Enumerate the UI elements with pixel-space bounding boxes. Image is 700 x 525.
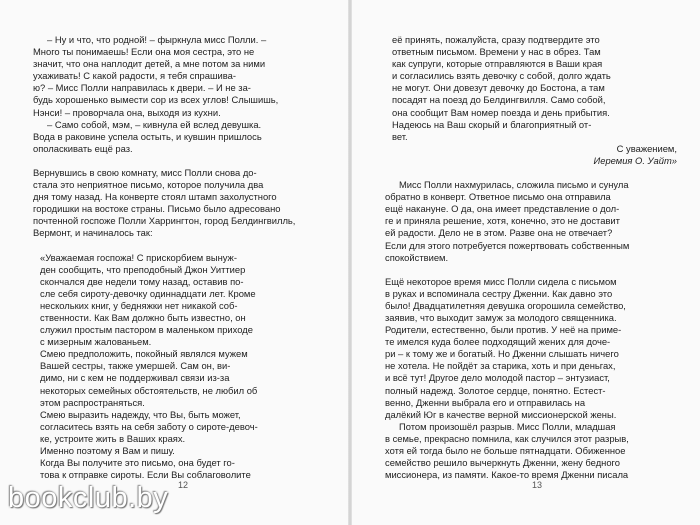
right-page <box>385 34 685 524</box>
letter-closing: С уважением, <box>616 142 677 154</box>
page-number-left: 12 <box>178 480 189 490</box>
text-line: – Само собой, мэм, – кивнула ей вслед девушка. <box>47 118 262 130</box>
text-line: Вернувшись в свою комнату, мисс Полли снова до- <box>33 166 257 178</box>
text-line: ю? – Мисс Полли направилась к двери. – И не за- <box>33 82 251 94</box>
text-line: и всё тут! Другое дело молодой пастор – энтузиаст, <box>385 372 610 384</box>
letter-line: Смею выразить надежду, что Вы, быть может, <box>40 408 241 420</box>
letter-line: ственности. Как Вам должно быть известно, он <box>40 311 246 323</box>
text-line: семейство решило вычеркнуть Дженни, жену бедного <box>385 457 620 469</box>
text-line: городишки на востоке страны. Письмо было адресовано <box>33 203 281 215</box>
left-page <box>33 34 333 524</box>
text-line: стала это неприятное письмо, которое получила два <box>33 179 264 191</box>
text-line: Ещё некоторое время мисс Полли сидела с письмом <box>385 275 617 287</box>
letter-line: Именно поэтому я Вам и пишу. <box>40 445 175 456</box>
book-gutter <box>348 0 352 525</box>
text-line: ухаживать! С какой радости, я тебя спрашива- <box>33 70 236 82</box>
text-line: миссионера, из памяти. Какое-то время Дженни писала <box>385 469 629 481</box>
letter-line: ке, устроите жить в Ваших краях. <box>40 432 186 444</box>
letter-line: «Уважаемая госпожа! С прискорбием вынуж- <box>40 251 237 263</box>
text-line: Потом произошёл разрыв. Мисс Полли, младшая <box>399 420 616 432</box>
letter-line: вет. <box>392 130 408 142</box>
letter-line: ден сообщить, что преподобный Джон Уиттиер <box>40 263 246 275</box>
letter-line: согласитесь взять на себя заботу о сироте-девоч- <box>40 420 258 432</box>
text-line: Много ты понимаешь! Если она моя сестра, это не <box>33 46 255 58</box>
text-line: Если для этого потребуется пожертвовать собственным <box>385 239 630 251</box>
text-line: венно, Дженни выбрала его и отправилась на <box>385 396 586 408</box>
paragraph-gap <box>385 264 685 276</box>
text-line: будь хорошенько вымести сор из всех углов! Слышишь, <box>33 94 279 106</box>
text-line: далёкий Юг в качестве верной миссионерской жены. <box>385 408 617 420</box>
letter-line: некоторых семейных обстоятельств, не любил об <box>40 384 258 396</box>
text-line: в руках и вспоминала сестру Дженни. Как давно это <box>385 287 613 299</box>
watermark-logo: bookclub.by <box>8 482 169 514</box>
letter-line: служил простым пастором в маленьком приходе <box>40 324 253 336</box>
text-line: ге и приняла решение, хотя, конечно, это не доставит <box>385 215 620 227</box>
letter-line: этом распространяться. <box>40 396 145 408</box>
letter-line: не могут. Они довезут девочку до Бостона, а там <box>392 82 605 94</box>
text-line: не хотела. Не пойдёт за старика, хоть и при деньгах, <box>385 360 616 372</box>
text-line: полный надежд. Золотое сердце, понятно. Естест- <box>385 384 606 396</box>
letter-line: Когда Вы получите это письмо, она будет го- <box>40 457 235 469</box>
letter-line: она сообщит Вам номер поезда и день прибытия. <box>392 106 610 118</box>
page-number-right: 13 <box>532 480 543 490</box>
text-line: – Ну и что, что родной! – фыркнула мисс Полли. – <box>47 34 267 45</box>
text-line: спокойствием. <box>385 251 449 263</box>
text-line: хотя ей тогда было не больше пятнадцати. Обиженное <box>385 445 626 456</box>
text-line: Мисс Полли нахмурилась, сложила письмо и сунула <box>399 179 629 191</box>
text-line: Вермонт, и начиналось так: <box>33 227 153 239</box>
text-line: значит, что она наплодит детей, а мне потом за ними <box>33 58 266 70</box>
text-line: те имелся куда более подходящий жених для доче- <box>385 336 611 348</box>
text-line: Родители, естественно, были против. У неё на приме- <box>385 324 622 336</box>
text-line: Вода в раковине успела остыть, и кувшин пришлось <box>33 130 262 142</box>
text-line: Нэнси! – проворчала она, выходя из кухни. <box>33 106 221 118</box>
letter-line: нескольких книг, у бедняжки нет никакой соб- <box>40 299 238 311</box>
letter-line: димо, ни с кем не поддерживал связи из-за <box>40 372 230 384</box>
text-line: было! Двадцатилетняя девушка огорошила семейство, <box>385 299 626 311</box>
letter-line: и согласились взять девочку с собой, долго ждать <box>392 70 611 82</box>
text-line: дня тому назад. На конверте стоял штамп захолустного <box>33 191 277 203</box>
text-line: ри – к тому же и богатый. Но Дженни слышать ничего <box>385 348 619 360</box>
text-line: почтенной госпоже Полли Харрингтон, город Белдингвилль, <box>33 215 296 227</box>
paragraph-gap <box>33 240 333 252</box>
text-line: ей радости. Дело не в этом. Разве она не отвечает? <box>385 227 613 239</box>
text-line: заявив, что выходит замуж за молодого священника. <box>385 311 617 323</box>
text-line: обратно в конверт. Ответное письмо она отправила <box>385 191 611 203</box>
text-line: в семье, прекрасно помнила, как случился этот разрыв, <box>385 432 629 444</box>
letter-line: ответным письмом. Времени у нас в обрез. Там <box>392 46 601 58</box>
letter-line: скончался две недели тому назад, оставив по- <box>40 275 244 287</box>
letter-signature: Иеремия О. Уайт» <box>593 154 677 166</box>
paragraph-gap <box>385 167 685 179</box>
text-line: ополаскивать ещё раз. <box>33 142 133 154</box>
letter-line: това к отправке сироты. Если Вы соблаговолите <box>40 469 251 481</box>
letter-line: посадят на поезд до Белдингвилля. Само собой, <box>392 94 606 106</box>
letter-line: сле себя сироту-девочку одиннадцати лет. Кроме <box>40 287 256 299</box>
letter-line: Вашей сестры, также умершей. Сам он, ви- <box>40 360 231 372</box>
paragraph-gap <box>33 155 333 167</box>
letter-line: как супруги, которые отправляются в Ваши края <box>392 58 603 70</box>
letter-line: Надеюсь на Ваш скорый и благоприятный от- <box>392 118 592 130</box>
text-line: ещё накануне. О да, она имеет представление о дол- <box>385 203 620 215</box>
letter-line: Смею предположить, покойный являлся мужем <box>40 348 248 360</box>
letter-line: её принять, пожалуйста, сразу подтвердите это <box>392 34 600 45</box>
letter-line: с мизерным жалованьем. <box>40 336 152 348</box>
